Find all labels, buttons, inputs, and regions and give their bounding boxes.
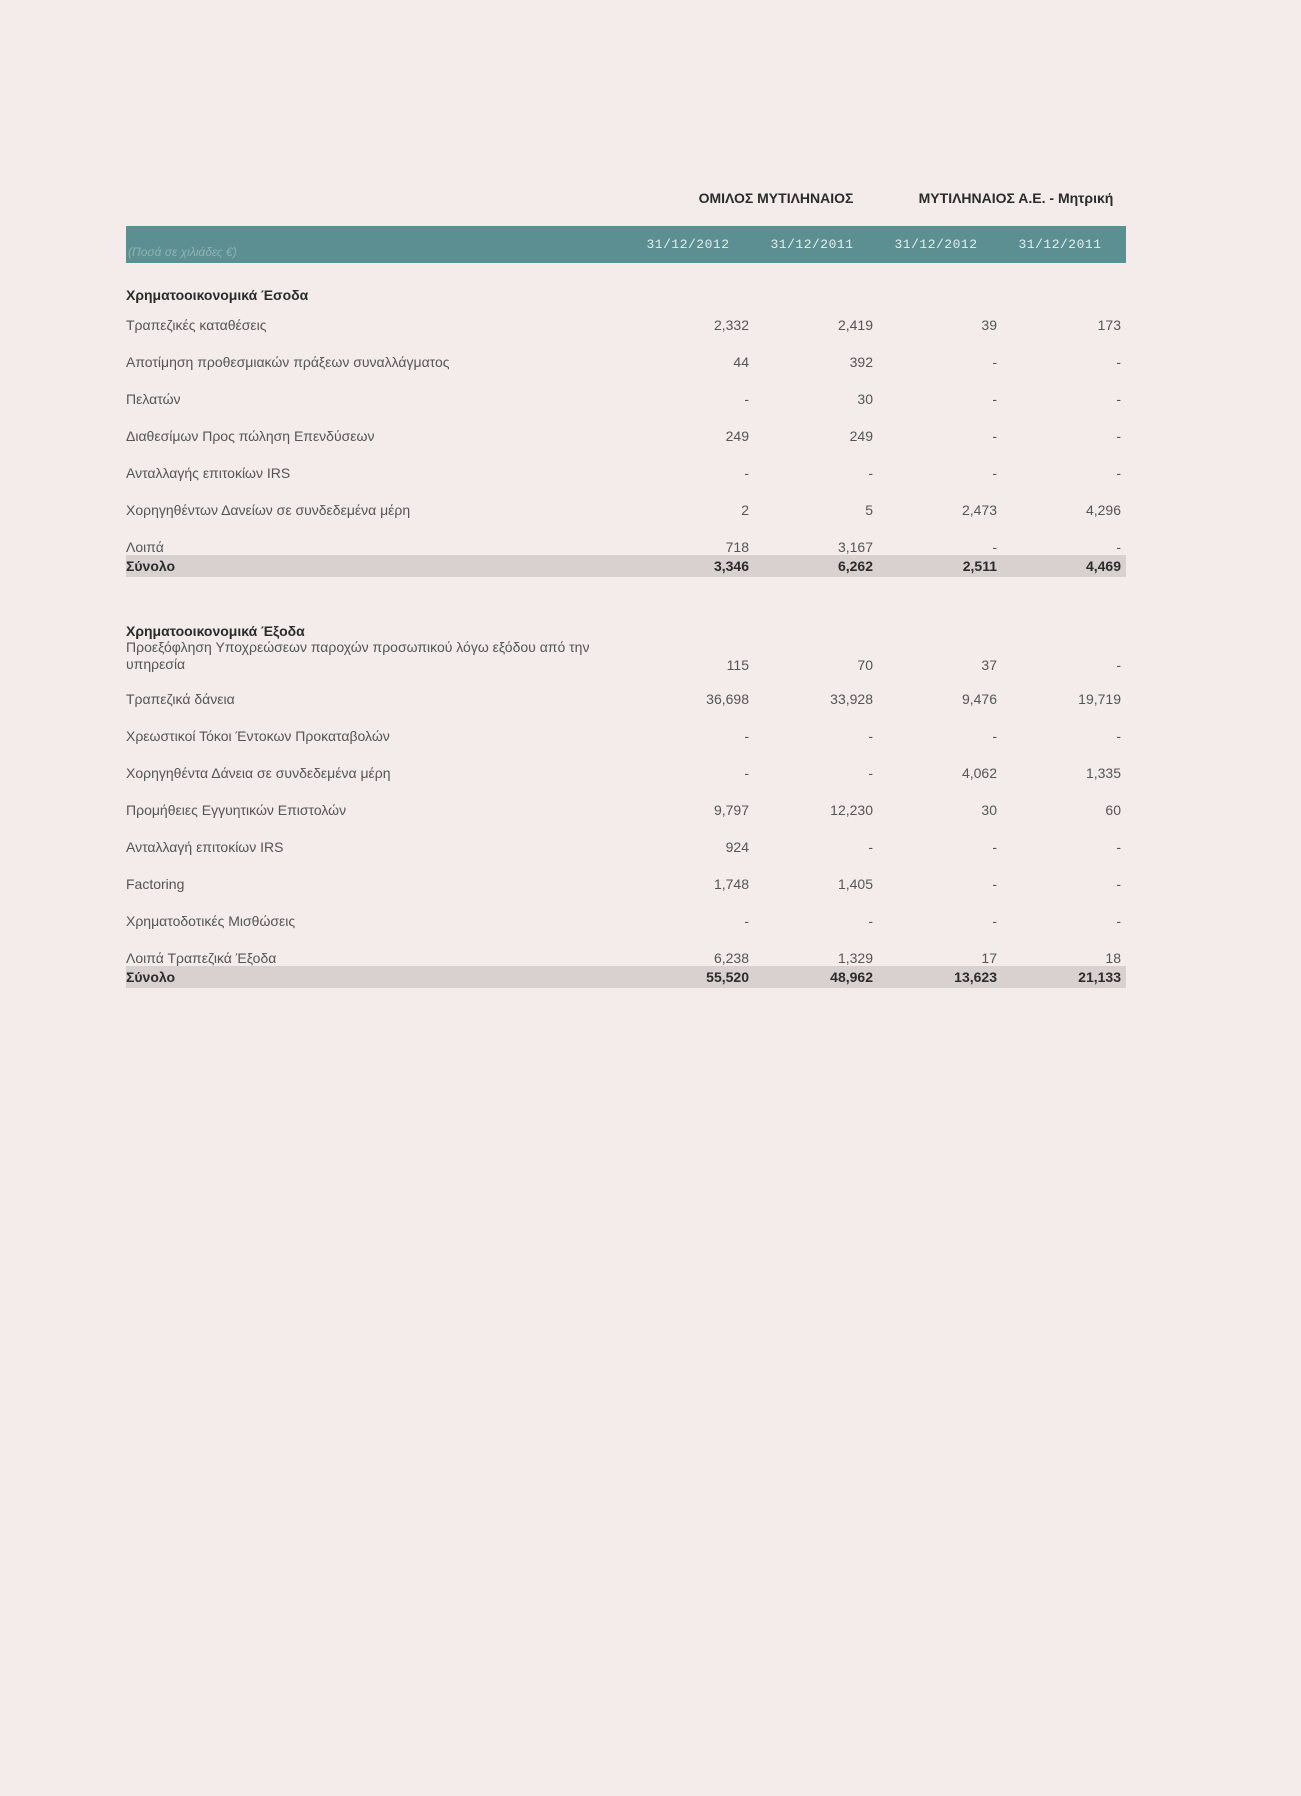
row-value: - bbox=[744, 465, 749, 481]
row-value: - bbox=[744, 765, 749, 781]
total-value: 4,469 bbox=[1085, 558, 1121, 574]
total-value: 48,962 bbox=[830, 969, 873, 985]
row-value: - bbox=[992, 913, 997, 929]
row-value: 17 bbox=[981, 950, 997, 966]
row-value: 2,332 bbox=[713, 317, 749, 333]
row-value: 4,296 bbox=[1085, 502, 1121, 518]
row-label: Τραπεζικά δάνεια bbox=[126, 691, 235, 707]
row-value: 1,335 bbox=[1085, 765, 1121, 781]
row-value: 924 bbox=[725, 839, 749, 855]
financial-table bbox=[126, 186, 1126, 988]
row-value: 30 bbox=[981, 802, 997, 818]
row-value: - bbox=[1116, 539, 1121, 555]
group-headers bbox=[126, 186, 1126, 226]
table-row bbox=[126, 457, 1126, 494]
row-value: 39 bbox=[981, 317, 997, 333]
table-row bbox=[126, 868, 1126, 905]
row-value: 33,928 bbox=[830, 691, 873, 707]
row-value: - bbox=[1116, 913, 1121, 929]
unit-label: (Ποσά σε χιλιάδες €) bbox=[128, 245, 237, 259]
income-section-title: Χρηματοοικονομικά Έσοδα bbox=[126, 287, 309, 303]
table-row bbox=[126, 831, 1126, 868]
total-value: 2,511 bbox=[962, 558, 997, 574]
row-value: - bbox=[1116, 876, 1121, 892]
row-value: 3,167 bbox=[837, 539, 873, 555]
total-value: 6,262 bbox=[837, 558, 873, 574]
expenses-total-row bbox=[126, 966, 1126, 988]
table-row bbox=[126, 383, 1126, 420]
row-value: - bbox=[992, 391, 997, 407]
total-label: Σύνολο bbox=[126, 558, 176, 574]
row-value: 44 bbox=[733, 354, 749, 370]
row-value: - bbox=[868, 465, 873, 481]
row-value: 718 bbox=[725, 539, 749, 555]
total-value: 13,623 bbox=[954, 969, 997, 985]
row-value: - bbox=[1116, 728, 1121, 744]
table-row bbox=[126, 942, 1126, 966]
expense-rows bbox=[126, 639, 1126, 966]
row-value: - bbox=[1116, 465, 1121, 481]
group-title-group: ΟΜΙΛΟΣ ΜΥΤΙΛΗΝΑΙΟΣ bbox=[698, 190, 854, 206]
total-value: 55,520 bbox=[706, 969, 749, 985]
row-label: Πελατών bbox=[126, 391, 181, 407]
row-label: Προεξόφληση Υποχρεώσεων παροχών προσωπικού λόγω εξόδου από την υπηρεσία bbox=[126, 639, 590, 672]
table-row bbox=[126, 494, 1126, 531]
row-value: - bbox=[992, 876, 997, 892]
row-value: 1,748 bbox=[713, 876, 749, 892]
table-row bbox=[126, 639, 1126, 683]
column-date: 31/12/2011 bbox=[1018, 237, 1102, 252]
row-label: Χορηγηθέντα Δάνεια σε συνδεδεμένα μέρη bbox=[126, 765, 391, 781]
row-value: 70 bbox=[857, 657, 873, 673]
row-value: 1,405 bbox=[837, 876, 873, 892]
row-label: Λοιπά Τραπεζικά Έξοδα bbox=[126, 950, 277, 966]
row-value: 37 bbox=[981, 657, 997, 673]
row-value: 392 bbox=[849, 354, 873, 370]
row-value: 12,230 bbox=[830, 802, 873, 818]
row-label: Λοιπά bbox=[126, 539, 164, 555]
row-label: Χρεωστικοί Τόκοι Έντοκων Προκαταβολών bbox=[126, 728, 390, 744]
column-date: 31/12/2012 bbox=[894, 237, 978, 252]
row-value: 2 bbox=[741, 502, 749, 518]
row-value: - bbox=[992, 354, 997, 370]
table-row bbox=[126, 309, 1126, 346]
row-value: - bbox=[868, 728, 873, 744]
column-date: 31/12/2011 bbox=[770, 237, 854, 252]
header-band bbox=[126, 226, 1126, 263]
row-label: Διαθεσίμων Προς πώληση Επενδύσεων bbox=[126, 428, 375, 444]
income-total-row bbox=[126, 555, 1126, 577]
table-row bbox=[126, 346, 1126, 383]
table-row bbox=[126, 757, 1126, 794]
row-value: - bbox=[1116, 354, 1121, 370]
table-row bbox=[126, 531, 1126, 555]
row-value: 4,062 bbox=[961, 765, 997, 781]
total-value: 3,346 bbox=[713, 558, 749, 574]
income-rows bbox=[126, 309, 1126, 555]
row-value: - bbox=[744, 391, 749, 407]
row-label: Χρηματοδοτικές Μισθώσεις bbox=[126, 913, 296, 929]
row-label: Τραπεζικές καταθέσεις bbox=[126, 317, 267, 333]
row-value: - bbox=[992, 465, 997, 481]
row-value: - bbox=[1116, 391, 1121, 407]
row-value: 6,238 bbox=[713, 950, 749, 966]
row-value: 60 bbox=[1105, 802, 1121, 818]
row-value: 9,797 bbox=[713, 802, 749, 818]
row-value: - bbox=[868, 839, 873, 855]
row-value: 18 bbox=[1105, 950, 1121, 966]
row-value: - bbox=[1116, 657, 1121, 673]
row-value: 19,719 bbox=[1078, 691, 1121, 707]
table-row bbox=[126, 720, 1126, 757]
row-value: 249 bbox=[849, 428, 873, 444]
row-value: 5 bbox=[865, 502, 873, 518]
row-value: 36,698 bbox=[706, 691, 749, 707]
table-row bbox=[126, 905, 1126, 942]
row-label: Ανταλλαγή επιτοκίων IRS bbox=[126, 839, 284, 855]
row-value: - bbox=[992, 839, 997, 855]
row-value: - bbox=[1116, 839, 1121, 855]
row-value: 1,329 bbox=[837, 950, 873, 966]
row-value: 9,476 bbox=[961, 691, 997, 707]
row-value: - bbox=[744, 913, 749, 929]
row-value: 2,419 bbox=[837, 317, 873, 333]
expenses-section-title: Χρηματοοικονομικά Έξοδα bbox=[126, 623, 305, 639]
total-value: 21,133 bbox=[1078, 969, 1121, 985]
group-title-parent: ΜΥΤΙΛΗΝΑΙΟΣ Α.Ε. - Μητρική bbox=[918, 190, 1114, 206]
row-value: - bbox=[868, 913, 873, 929]
table-row bbox=[126, 420, 1126, 457]
row-label: Προμήθειες Εγγυητικών Επιστολών bbox=[126, 802, 347, 818]
row-value: - bbox=[1116, 428, 1121, 444]
row-value: - bbox=[992, 728, 997, 744]
row-value: 249 bbox=[725, 428, 749, 444]
row-value: 173 bbox=[1097, 317, 1121, 333]
row-label: Χορηγηθέντων Δανείων σε συνδεδεμένα μέρη bbox=[126, 502, 411, 518]
row-label: Αποτίμηση προθεσμιακών πράξεων συναλλάγματος bbox=[126, 354, 450, 370]
row-label: Factoring bbox=[126, 876, 185, 892]
row-value: 30 bbox=[857, 391, 873, 407]
row-value: - bbox=[992, 539, 997, 555]
row-value: - bbox=[744, 728, 749, 744]
row-value: - bbox=[992, 428, 997, 444]
row-value: 115 bbox=[726, 657, 749, 673]
row-value: 2,473 bbox=[961, 502, 997, 518]
column-date: 31/12/2012 bbox=[646, 237, 730, 252]
total-label: Σύνολο bbox=[126, 969, 176, 985]
row-value: - bbox=[868, 765, 873, 781]
row-label: Ανταλλαγής επιτοκίων IRS bbox=[126, 465, 291, 481]
table-row bbox=[126, 683, 1126, 720]
table-row bbox=[126, 794, 1126, 831]
